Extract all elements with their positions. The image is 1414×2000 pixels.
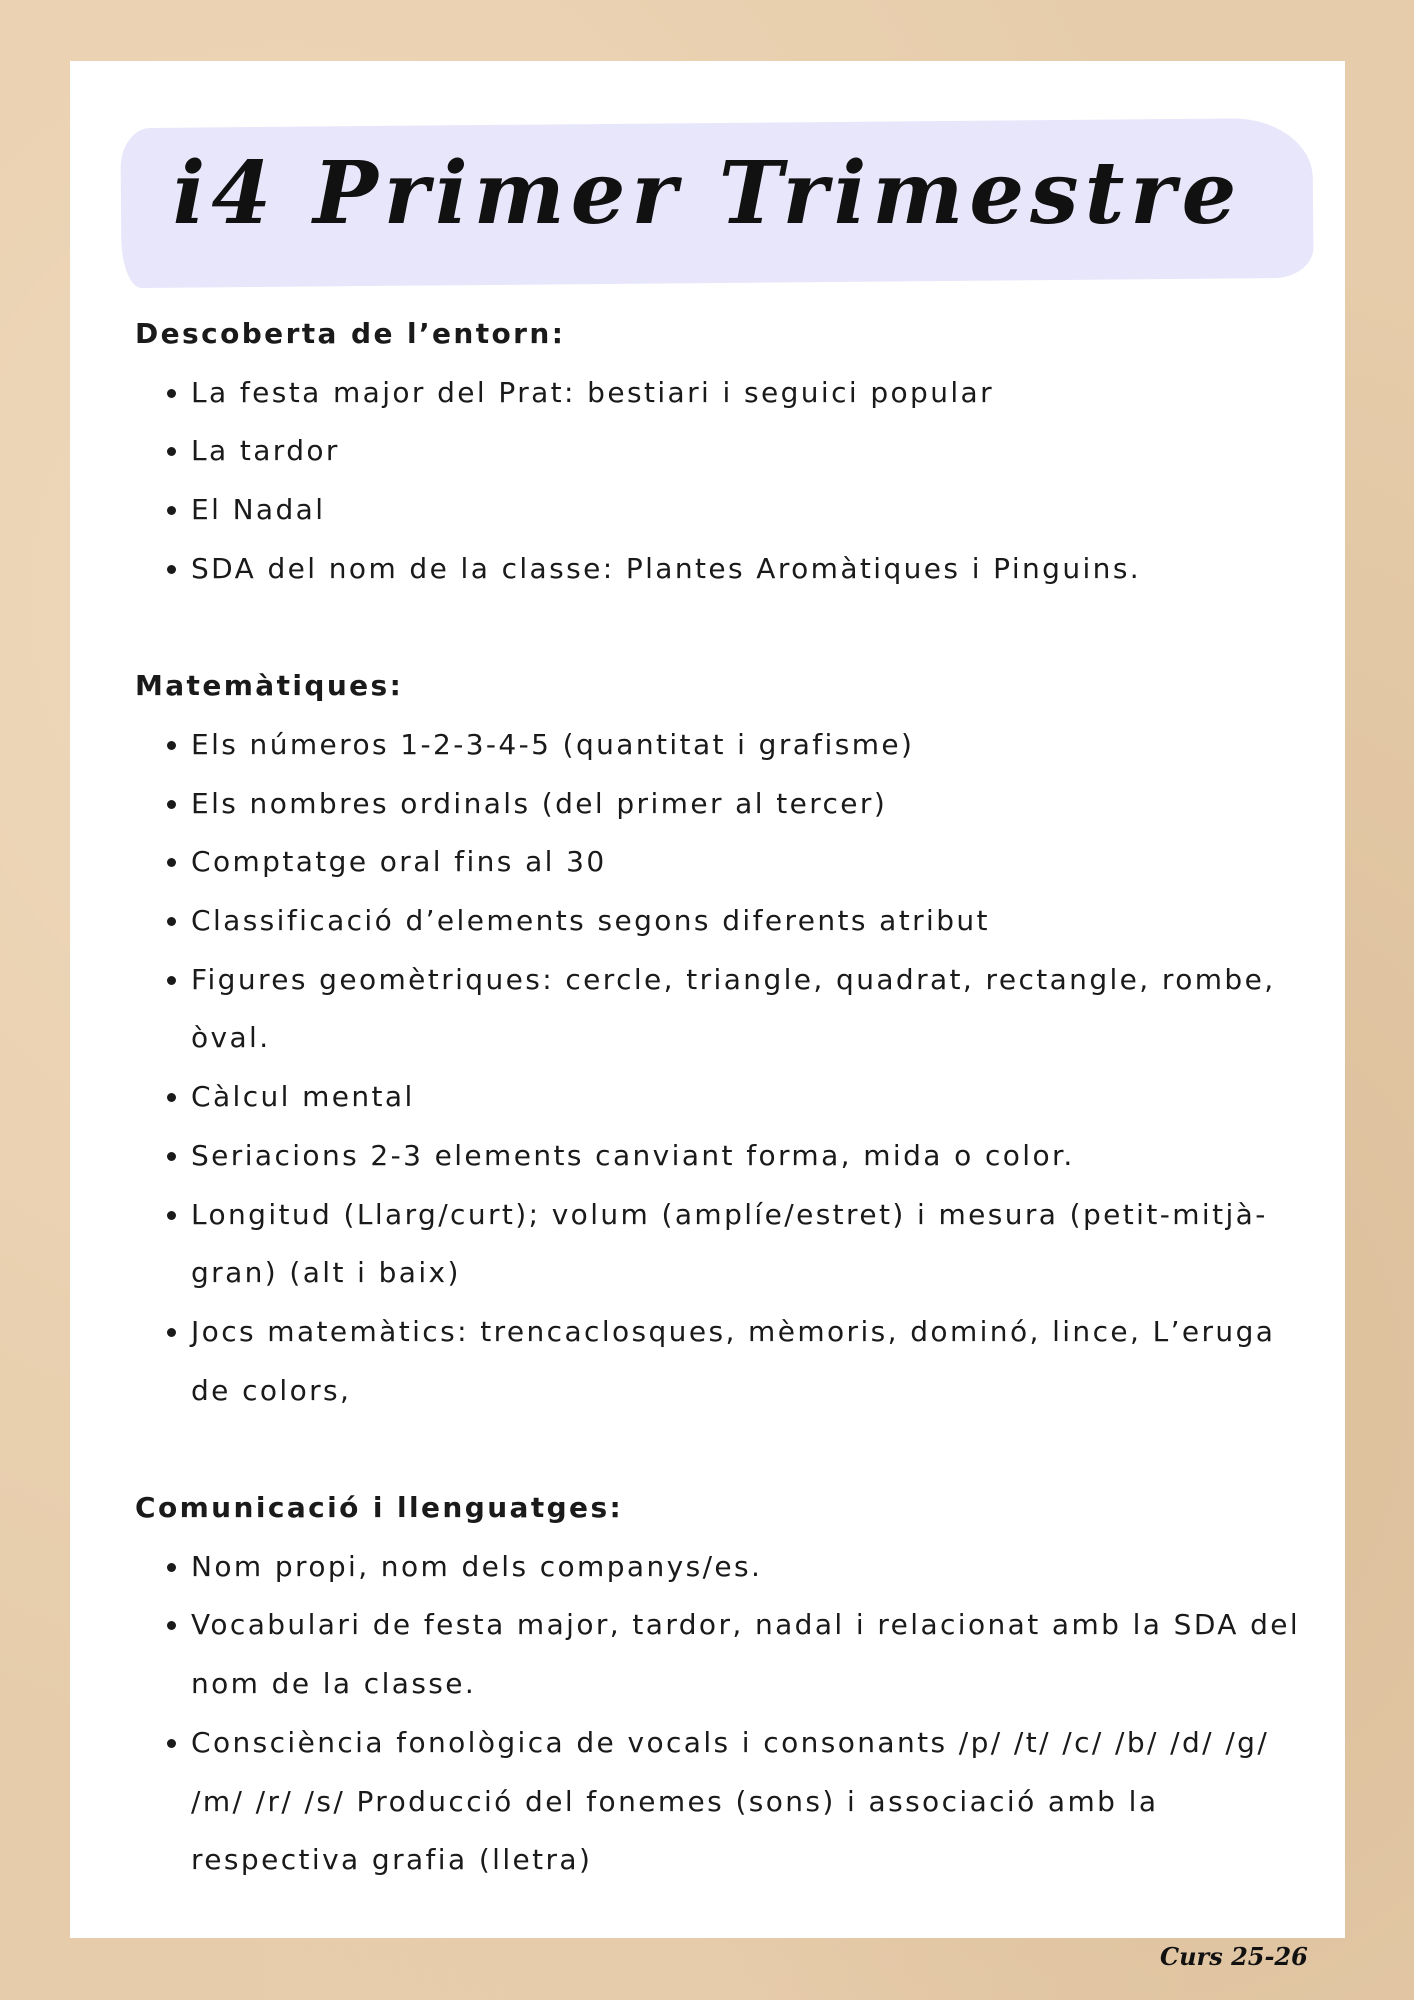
list-item: • Càlcul mental <box>191 1068 1305 1127</box>
list-item: • Nom propi, nom dels companys/es. <box>191 1538 1305 1597</box>
list-item: • El Nadal <box>191 481 1305 540</box>
list-item: • Seriacions 2-3 elements canviant forma, mida o color. <box>191 1127 1305 1186</box>
list-item: • SDA del nom de la classe: Plantes Aromàtiques i Pinguins. <box>191 540 1305 599</box>
page-card <box>70 61 1345 1938</box>
section-list <box>135 364 1305 599</box>
section-heading: Descoberta de l’entorn: <box>135 317 566 350</box>
list-item: • Jocs matemàtics: trencaclosques, mèmoris, dominó, lince, L’eruga de colors, <box>191 1303 1305 1420</box>
list-item: • Vocabulari de festa major, tardor, nadal i relacionat amb la SDA del nom de la classe. <box>191 1596 1305 1713</box>
list-item: • Longitud (Llarg/curt); volum (amplíe/estret) i mesura (petit-mitjà-gran) (alt i baix) <box>191 1186 1305 1303</box>
list-item: • Consciència fonològica de vocals i consonants /p/ /t/ /c/ /b/ /d/ /g/ /m/ /r/ /s/ Producció del fonemes (sons) i associació amb la respectiva grafia (lletra) <box>191 1714 1305 1890</box>
section-list <box>135 716 1305 1420</box>
footer-course: Curs 25-26 <box>1160 1942 1308 1971</box>
list-item: • Classificació d’elements segons diferents atribut <box>191 892 1305 951</box>
list-item: • Els números 1-2-3-4-5 (quantitat i grafisme) <box>191 716 1305 775</box>
list-item: • La festa major del Prat: bestiari i seguici popular <box>191 364 1305 423</box>
section-heading: Comunicació i llenguatges: <box>135 1491 624 1525</box>
content <box>135 305 1305 1890</box>
section-heading: Matemàtiques: <box>135 669 404 703</box>
list-item: • Comptatge oral fins al 30 <box>191 833 1305 892</box>
section-list <box>135 1538 1305 1890</box>
list-item: • La tardor <box>191 422 1305 481</box>
list-item: • Figures geomètriques: cercle, triangle, quadrat, rectangle, rombe, òval. <box>191 951 1305 1068</box>
list-item: • Els nombres ordinals (del primer al tercer) <box>191 775 1305 834</box>
page-title: i4 Primer Trimestre <box>172 143 1243 244</box>
